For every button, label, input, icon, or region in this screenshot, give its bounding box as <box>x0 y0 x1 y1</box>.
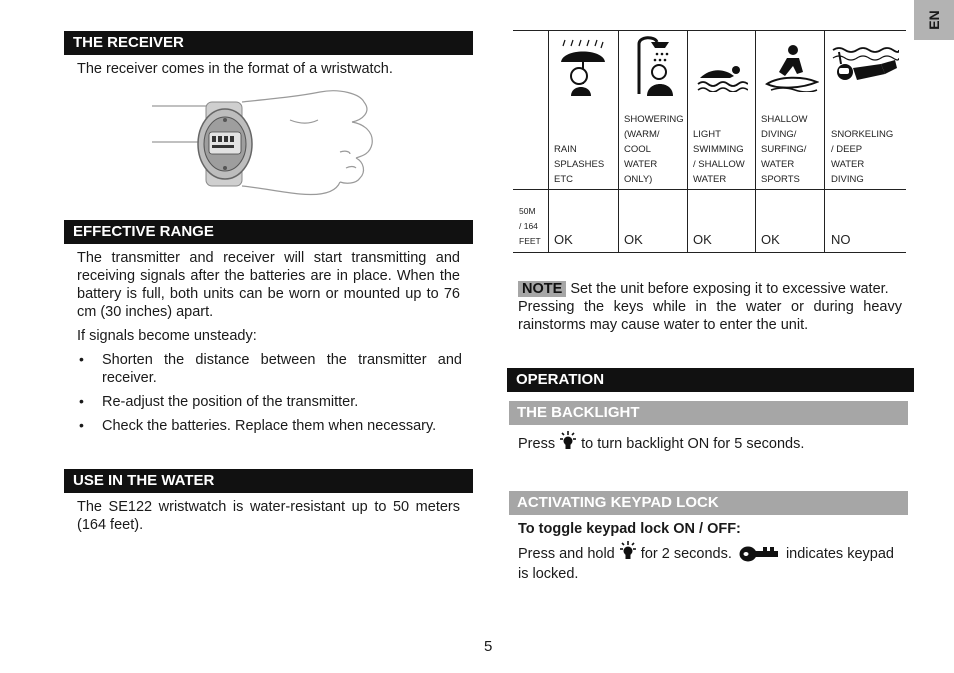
backlight-text <box>518 435 908 453</box>
table-depth-label: 50M / 164 FEET <box>519 206 541 246</box>
light-icon <box>619 541 637 561</box>
range-bullet-3: Check the batteries. Replace them when necessary. <box>102 418 437 434</box>
keypad-text-after: indicates keypad <box>785 546 894 562</box>
keypad-text-line1 <box>518 545 908 563</box>
snorkeling-icon <box>831 44 899 92</box>
light-icon <box>559 431 577 451</box>
table-caption-rain: RAIN SPLASHES ETC <box>554 144 605 185</box>
water-text: The SE122 wristwatch is water-resistant up to 50 meters (164 feet). <box>77 499 460 533</box>
keypad-text-middle: for 2 seconds. <box>640 546 732 562</box>
water-heading: USE IN THE WATER <box>64 469 473 493</box>
bullet-dot: • <box>79 417 84 433</box>
language-tab <box>914 0 954 40</box>
table-value-rain: OK <box>554 232 573 247</box>
range-heading: EFFECTIVE RANGE <box>64 220 473 244</box>
swimming-icon <box>696 62 748 92</box>
table-value-swimming: OK <box>693 232 712 247</box>
note-label: NOTE <box>518 281 566 297</box>
shower-icon <box>629 34 677 96</box>
key-lock-icon <box>739 545 779 563</box>
surfing-icon <box>763 42 819 92</box>
range-bullet-2: Re-adjust the position of the transmitter. <box>102 394 359 410</box>
table-caption-swimming: LIGHT SWIMMING / SHALLOW WATER <box>693 129 745 185</box>
keypad-text-line2: is locked. <box>518 566 579 582</box>
bullet-dot: • <box>79 351 84 367</box>
rain-umbrella-icon <box>559 38 607 96</box>
note-first-line <box>518 280 902 298</box>
wristwatch-illustration <box>150 90 410 205</box>
page-number: 5 <box>484 638 493 655</box>
range-bullet-1: Shorten the distance between the transmitter and receiver. <box>102 352 462 386</box>
water-resistance-table <box>513 30 906 253</box>
keypad-heading: ACTIVATING KEYPAD LOCK <box>509 491 908 515</box>
table-value-snorkeling: NO <box>831 232 851 247</box>
range-paragraph-2: If signals become unsteady: <box>77 328 257 344</box>
table-caption-showering: SHOWERING (WARM/ COOL WATER ONLY) <box>624 114 684 185</box>
backlight-text-after: to turn backlight ON for 5 seconds. <box>581 436 805 452</box>
backlight-text-before: Press <box>518 436 556 452</box>
table-value-surfing: OK <box>761 232 780 247</box>
table-caption-surfing: SHALLOW DIVING/ SURFING/ WATER SPORTS <box>761 114 808 185</box>
bullet-dot: • <box>79 393 84 409</box>
operation-heading: OPERATION <box>507 368 914 392</box>
receiver-text: The receiver comes in the format of a wristwatch. <box>77 61 393 77</box>
language-tab-label: EN <box>926 10 942 30</box>
receiver-heading: THE RECEIVER <box>64 31 473 55</box>
note-rest: Pressing the keys while in the water or during heavy rainstorms may cause water to enter the unit. <box>518 299 902 333</box>
range-paragraph-1: The transmitter and receiver will start transmitting and receiving signals after the batteries are in place. When the battery is full, both units can be worn or mounted up to 76 cm (30 inches) apart. <box>77 250 460 320</box>
backlight-heading: THE BACKLIGHT <box>509 401 908 425</box>
table-caption-snorkeling: SNORKELING / DEEP WATER DIVING <box>831 129 894 185</box>
keypad-subheading: To toggle keypad lock ON / OFF: <box>518 521 741 537</box>
keypad-text-before: Press and hold <box>518 546 615 562</box>
table-value-showering: OK <box>624 232 643 247</box>
note-first-text: Set the unit before exposing it to excessive water. <box>570 281 889 297</box>
